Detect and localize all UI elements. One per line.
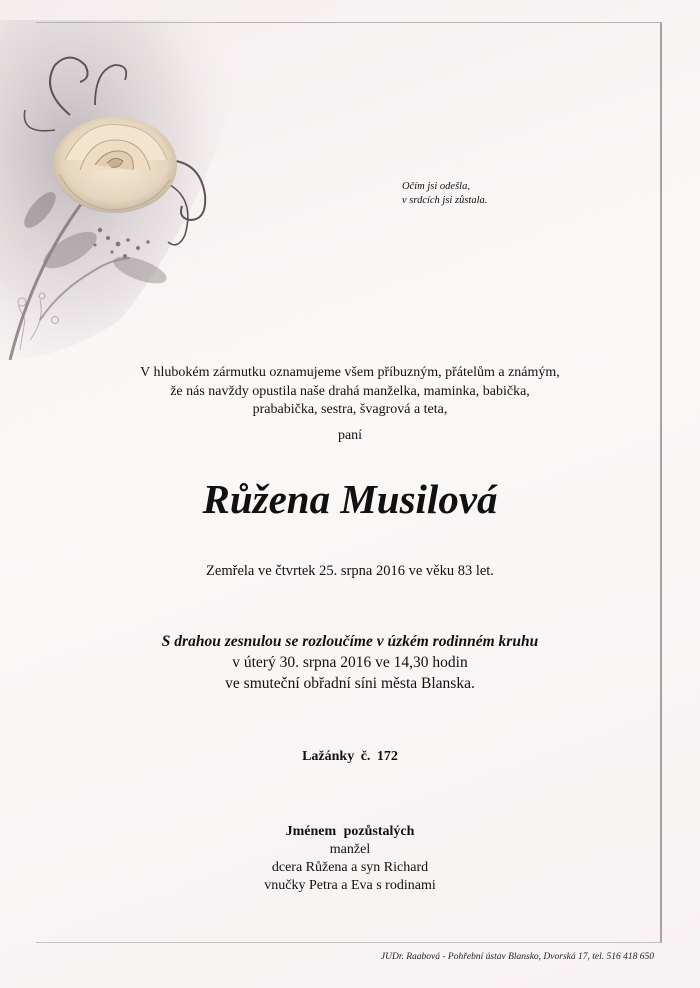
funeral-home-footer: JUDr. Raabová - Pohřební ústav Blansko, Dvorská 17, tel. 516 418 650 <box>380 952 654 962</box>
mourner-husband: manžel <box>329 842 371 857</box>
farewell-info <box>0 631 700 694</box>
announcement-line-2: že nás navždy opustila naše drahá manželka, maminka, babička, <box>170 383 530 399</box>
farewell-date: v úterý 30. srpna 2016 ve 14,30 hodin <box>232 654 468 671</box>
announcement-text <box>0 364 700 420</box>
residence-address: Lažánky č. 172 <box>302 749 398 764</box>
mourner-children: dcera Růžena a syn Richard <box>271 860 429 875</box>
motto-line-1: Očím jsi odešla, <box>402 181 470 192</box>
title-word: paní <box>337 428 363 443</box>
rose-ornament-icon <box>0 20 240 360</box>
death-info: Zemřela ve čtvrtek 25. srpna 2016 ve věku 83 let. <box>206 563 494 579</box>
announcement-line-3: prababička, sestra, švagrová a teta, <box>252 402 448 417</box>
motto-line-2: v srdcích jsi zůstala. <box>402 195 488 206</box>
mourner-grandchildren: vnučky Petra a Eva s rodinami <box>264 878 436 893</box>
announcement-line-1: V hlubokém zármutku oznamujeme všem příbuzným, přátelům a známým, <box>140 365 560 380</box>
deceased-name: Růžena Musilová <box>202 476 498 522</box>
motto <box>402 180 487 208</box>
mourners-lead: Jménem pozůstalých <box>285 824 415 839</box>
farewell-lead: S drahou zesnulou se rozloučíme v úzkém rodinném kruhu <box>161 633 539 650</box>
mourners-list <box>0 823 700 895</box>
farewell-place: ve smuteční obřadní síni města Blanska. <box>225 675 475 692</box>
